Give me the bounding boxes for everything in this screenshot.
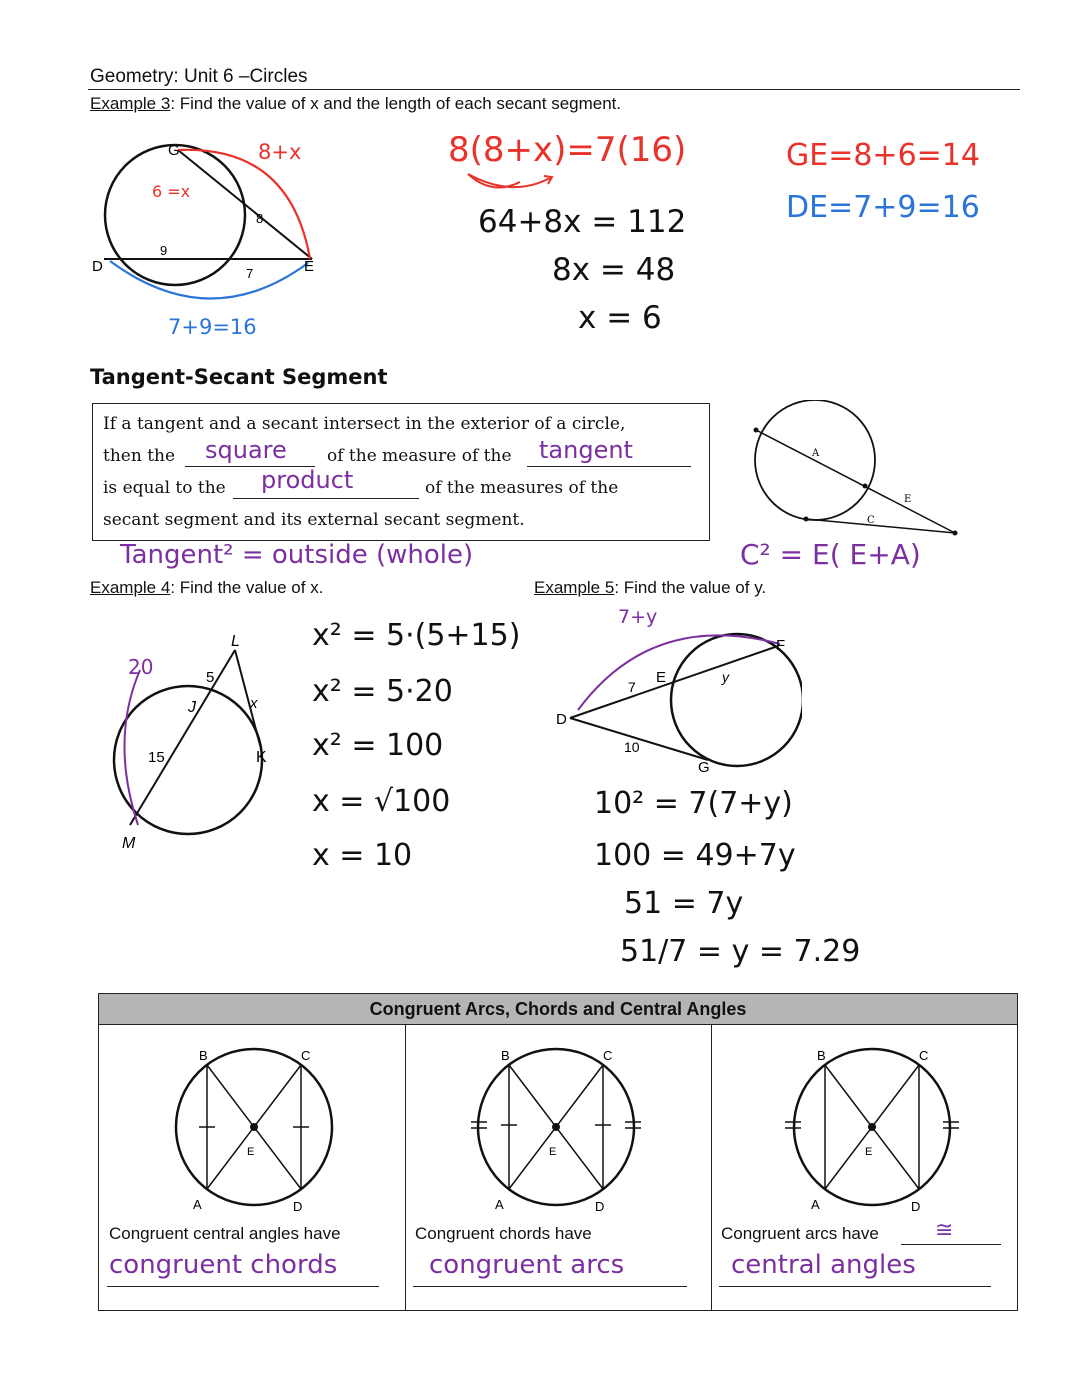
handwritten-7plus9: 7+9=16 xyxy=(168,315,257,339)
label-8: 8 xyxy=(256,211,264,226)
column-2-blank xyxy=(413,1286,687,1287)
point-external xyxy=(953,531,958,536)
label-c: C xyxy=(919,1048,929,1063)
ex3-result-ge: GE=8+6=14 xyxy=(786,138,980,173)
ex4-work-line-1: x² = 5·(5+15) xyxy=(312,618,521,653)
distribution-arrows xyxy=(462,168,562,196)
center-point xyxy=(868,1123,876,1131)
label-e: E xyxy=(656,669,667,686)
column-1-blank xyxy=(107,1286,379,1287)
column-3-symbol: ≅ xyxy=(935,1218,954,1243)
circle xyxy=(105,145,245,285)
label-b: B xyxy=(501,1048,510,1063)
label-6x: 6 =x xyxy=(152,182,191,201)
column-2-fill: congruent arcs xyxy=(429,1250,625,1280)
label-e: E xyxy=(247,1146,255,1158)
ex4-work-line-5: x = 10 xyxy=(312,838,413,873)
label-x: x xyxy=(250,695,258,712)
label-10: 10 xyxy=(624,739,640,755)
label-7: 7 xyxy=(628,679,636,695)
fill-product: product xyxy=(261,466,354,494)
ex4-work-line-3: x² = 100 xyxy=(312,728,444,763)
column-3-diagram xyxy=(777,1032,967,1212)
table-column-3 xyxy=(711,1024,1016,1310)
example-5-diagram xyxy=(552,620,802,780)
page-title: Geometry: Unit 6 –Circles xyxy=(90,66,308,87)
congruence-table xyxy=(98,993,1018,1311)
column-3-fill: central angles xyxy=(731,1250,916,1280)
label-9: 9 xyxy=(160,243,168,258)
example-5-prompt xyxy=(534,578,766,598)
column-2-text: Congruent chords have xyxy=(415,1224,592,1243)
header-divider xyxy=(88,89,1020,90)
purple-arc-mark xyxy=(578,635,780,710)
point-tangent xyxy=(804,517,809,522)
label-e: E xyxy=(549,1146,557,1158)
theorem-line-2a: then the xyxy=(103,446,176,466)
column-3-text: Congruent arcs have xyxy=(721,1224,879,1243)
secant-line xyxy=(756,430,955,533)
ex5-work-line-4: 51/7 = y = 7.29 xyxy=(620,934,861,969)
label-k: K xyxy=(256,749,267,766)
example-3-label: Example 3 xyxy=(90,94,171,113)
label-e: E xyxy=(304,258,315,275)
theorem-line-4: secant segment and its external secant segment. xyxy=(103,510,525,530)
handwritten-formula: C² = E( E+A) xyxy=(740,538,921,571)
label-l: L xyxy=(231,633,240,650)
column-1-diagram xyxy=(159,1032,349,1212)
blue-arc-mark xyxy=(110,261,308,299)
label-a: A xyxy=(495,1197,504,1212)
label-g: G xyxy=(698,759,710,776)
example-4-text: : Find the value of x. xyxy=(170,578,324,597)
column-1-fill: congruent chords xyxy=(109,1250,338,1280)
label-y: y xyxy=(722,669,729,685)
example-4-prompt xyxy=(90,578,323,598)
ex3-work-line-2: 64+8x = 112 xyxy=(478,204,687,240)
label-7: 7 xyxy=(246,266,254,281)
column-2-diagram xyxy=(461,1032,651,1212)
label-e: E xyxy=(865,1146,873,1158)
label-c: C xyxy=(301,1048,311,1063)
ex4-work-line-4: x = √100 xyxy=(312,784,451,819)
column-3-blank xyxy=(719,1286,991,1287)
theorem-line-1: If a tangent and a secant intersect in the exterior of a circle, xyxy=(103,414,626,434)
ex4-work-line-2: x² = 5·20 xyxy=(312,674,453,709)
theorem-line-3b: of the measures of the xyxy=(425,478,619,498)
theorem-box xyxy=(92,403,710,541)
example-5-label: Example 5 xyxy=(534,578,615,597)
label-d: D xyxy=(911,1199,921,1212)
example-3-prompt xyxy=(90,94,621,114)
tangent-secant-heading: Tangent-Secant Segment xyxy=(90,365,388,389)
ex3-work-line-1: 8(8+x)=7(16) xyxy=(448,130,687,170)
label-c: C xyxy=(603,1048,613,1063)
center-point xyxy=(250,1123,258,1131)
label-c: C xyxy=(867,515,875,526)
label-5: 5 xyxy=(206,669,215,686)
ex3-work-line-3: 8x = 48 xyxy=(552,252,676,288)
table-heading: Congruent Arcs, Chords and Central Angles xyxy=(99,994,1017,1025)
example-4-label: Example 4 xyxy=(90,578,171,597)
example-3-diagram xyxy=(90,135,330,345)
label-e: E xyxy=(904,494,912,505)
example-3-text: : Find the value of x and the length of each secant segment. xyxy=(170,94,622,113)
label-a: A xyxy=(812,448,820,459)
handwritten-8plusx: 8+x xyxy=(258,140,302,164)
handwritten-20: 20 xyxy=(128,655,154,679)
handwritten-7plusy: 7+y xyxy=(618,606,658,628)
label-a: A xyxy=(193,1197,202,1212)
point-near xyxy=(863,484,868,489)
label-j: J xyxy=(188,699,196,716)
column-1-text: Congruent central angles have xyxy=(109,1224,341,1243)
label-d: D xyxy=(92,258,103,275)
fill-square: square xyxy=(205,436,287,464)
theorem-diagram xyxy=(740,400,970,550)
example-5-text: : Find the value of y. xyxy=(614,578,767,597)
theorem-line-2b: of the measure of the xyxy=(327,446,512,466)
blank-tangent xyxy=(527,466,691,467)
column-3-symbol-blank xyxy=(901,1244,1001,1245)
ex3-work-line-4: x = 6 xyxy=(578,300,662,336)
label-15: 15 xyxy=(148,749,165,766)
ex5-work-line-2: 100 = 49+7y xyxy=(594,838,796,873)
point-outer xyxy=(754,428,759,433)
label-f: F xyxy=(776,637,786,654)
table-column-2 xyxy=(405,1024,712,1310)
table-column-1 xyxy=(99,1024,406,1310)
label-a: A xyxy=(811,1197,820,1212)
ex5-work-line-3: 51 = 7y xyxy=(624,886,744,921)
ex3-result-de: DE=7+9=16 xyxy=(786,190,980,225)
label-g: G xyxy=(168,142,180,159)
blank-product xyxy=(233,498,419,499)
label-d: D xyxy=(595,1199,605,1212)
ex5-work-line-1: 10² = 7(7+y) xyxy=(594,786,793,821)
fill-tangent: tangent xyxy=(539,436,633,464)
label-m: M xyxy=(122,835,136,852)
label-b: B xyxy=(199,1048,208,1063)
label-b: B xyxy=(817,1048,826,1063)
center-point xyxy=(552,1123,560,1131)
label-d: D xyxy=(556,711,567,728)
theorem-line-3a: is equal to the xyxy=(103,478,226,498)
label-d: D xyxy=(293,1199,303,1212)
handwritten-rule: Tangent² = outside (whole) xyxy=(120,540,474,570)
